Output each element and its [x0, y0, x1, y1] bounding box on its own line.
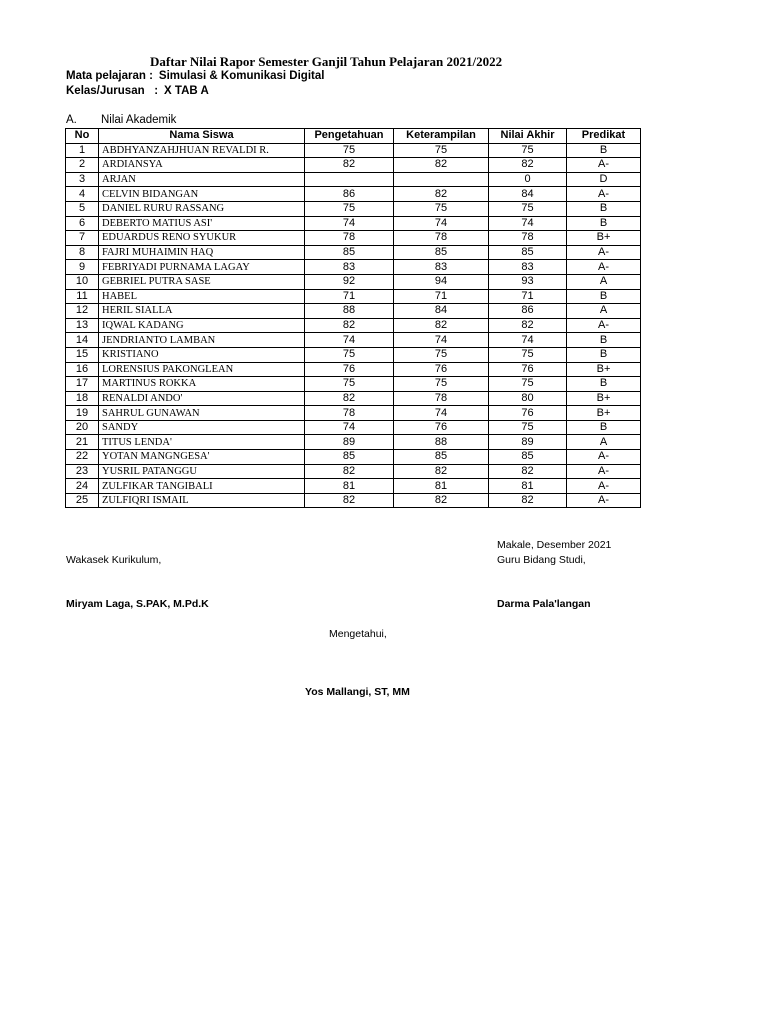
- cell-predicate: B: [567, 347, 641, 362]
- table-row: [66, 362, 641, 377]
- cell-predicate: D: [567, 172, 641, 187]
- table-row: [66, 216, 641, 231]
- cell-knowledge: 85: [305, 245, 394, 260]
- cell-final-score: 89: [489, 435, 567, 450]
- cell-knowledge: 75: [305, 347, 394, 362]
- cell-student-name: JENDRIANTO LAMBAN: [99, 333, 305, 348]
- cell-skills: 85: [394, 450, 489, 465]
- grades-table: [65, 128, 641, 508]
- cell-knowledge: 82: [305, 318, 394, 333]
- left-signer-name: Miryam Laga, S.PAK, M.Pd.K: [66, 598, 209, 610]
- cell-no: 12: [66, 304, 99, 319]
- cell-knowledge: 82: [305, 158, 394, 173]
- cell-final-score: 76: [489, 406, 567, 421]
- left-signer-role: Wakasek Kurikulum,: [66, 554, 162, 566]
- cell-final-score: 82: [489, 318, 567, 333]
- cell-skills: 82: [394, 464, 489, 479]
- cell-predicate: A-: [567, 450, 641, 465]
- table-row: [66, 201, 641, 216]
- document-title: Daftar Nilai Rapor Semester Ganjil Tahun Pelajaran 2021/2022: [150, 54, 503, 69]
- cell-no: 13: [66, 318, 99, 333]
- cell-skills: 82: [394, 318, 489, 333]
- cell-final-score: 86: [489, 304, 567, 319]
- cell-skills: 85: [394, 245, 489, 260]
- cell-student-name: YOTAN MANGNGESA': [99, 450, 305, 465]
- cell-no: 7: [66, 231, 99, 246]
- table-row: [66, 158, 641, 173]
- right-signer-role: Guru Bidang Studi,: [497, 554, 586, 566]
- cell-predicate: A-: [567, 260, 641, 275]
- cell-student-name: ARDIANSYA: [99, 158, 305, 173]
- cell-final-score: 80: [489, 391, 567, 406]
- table-row: [66, 318, 641, 333]
- cell-predicate: B+: [567, 391, 641, 406]
- cell-predicate: A-: [567, 245, 641, 260]
- cell-predicate: A-: [567, 318, 641, 333]
- table-row: [66, 493, 641, 508]
- cell-predicate: A-: [567, 158, 641, 173]
- cell-knowledge: 78: [305, 406, 394, 421]
- cell-predicate: B: [567, 420, 641, 435]
- cell-student-name: TITUS LENDA': [99, 435, 305, 450]
- cell-no: 22: [66, 450, 99, 465]
- cell-knowledge: 89: [305, 435, 394, 450]
- cell-student-name: ZULFIQRI ISMAIL: [99, 493, 305, 508]
- cell-skills: 75: [394, 347, 489, 362]
- table-row: [66, 377, 641, 392]
- column-header-no: No: [66, 129, 99, 144]
- class-value: X TAB A: [164, 85, 209, 97]
- table-row: [66, 391, 641, 406]
- cell-no: 23: [66, 464, 99, 479]
- cell-no: 24: [66, 479, 99, 494]
- cell-knowledge: 81: [305, 479, 394, 494]
- cell-no: 18: [66, 391, 99, 406]
- cell-predicate: A: [567, 274, 641, 289]
- cell-predicate: A: [567, 304, 641, 319]
- cell-knowledge: 88: [305, 304, 394, 319]
- cell-skills: 74: [394, 216, 489, 231]
- cell-knowledge: 86: [305, 187, 394, 202]
- cell-knowledge: 92: [305, 274, 394, 289]
- cell-final-score: 75: [489, 201, 567, 216]
- cell-student-name: CELVIN BIDANGAN: [99, 187, 305, 202]
- cell-final-score: 82: [489, 493, 567, 508]
- cell-knowledge: 82: [305, 493, 394, 508]
- cell-final-score: 75: [489, 143, 567, 158]
- cell-predicate: B: [567, 216, 641, 231]
- cell-no: 17: [66, 377, 99, 392]
- center-signer-role: Mengetahui,: [329, 628, 387, 640]
- cell-student-name: LORENSIUS PAKONGLEAN: [99, 362, 305, 377]
- section-heading: [66, 114, 176, 126]
- cell-predicate: B: [567, 143, 641, 158]
- cell-final-score: 93: [489, 274, 567, 289]
- cell-predicate: A-: [567, 464, 641, 479]
- cell-knowledge: [305, 172, 394, 187]
- column-header-name: Nama Siswa: [99, 129, 305, 144]
- right-signer-name: Darma Pala'langan: [497, 598, 591, 610]
- cell-student-name: EDUARDUS RENO SYUKUR: [99, 231, 305, 246]
- cell-skills: 74: [394, 333, 489, 348]
- table-row: [66, 187, 641, 202]
- cell-predicate: B: [567, 377, 641, 392]
- cell-student-name: KRISTIANO: [99, 347, 305, 362]
- table-row: [66, 435, 641, 450]
- cell-no: 14: [66, 333, 99, 348]
- cell-no: 6: [66, 216, 99, 231]
- cell-knowledge: 71: [305, 289, 394, 304]
- subject-label: Mata pelajaran :: [66, 70, 153, 82]
- cell-skills: 82: [394, 187, 489, 202]
- cell-no: 3: [66, 172, 99, 187]
- cell-predicate: A-: [567, 187, 641, 202]
- cell-no: 19: [66, 406, 99, 421]
- cell-student-name: SAHRUL GUNAWAN: [99, 406, 305, 421]
- cell-final-score: 75: [489, 347, 567, 362]
- cell-final-score: 85: [489, 245, 567, 260]
- cell-skills: [394, 172, 489, 187]
- cell-skills: 82: [394, 158, 489, 173]
- table-row: [66, 406, 641, 421]
- cell-knowledge: 82: [305, 464, 394, 479]
- cell-knowledge: 74: [305, 216, 394, 231]
- cell-knowledge: 82: [305, 391, 394, 406]
- cell-knowledge: 75: [305, 377, 394, 392]
- cell-student-name: RENALDI ANDO': [99, 391, 305, 406]
- cell-student-name: IQWAL KADANG: [99, 318, 305, 333]
- cell-final-score: 0: [489, 172, 567, 187]
- cell-student-name: HERIL SIALLA: [99, 304, 305, 319]
- cell-skills: 82: [394, 493, 489, 508]
- table-row: [66, 304, 641, 319]
- cell-skills: 78: [394, 391, 489, 406]
- table-row: [66, 274, 641, 289]
- place-date: Makale, Desember 2021: [497, 539, 612, 551]
- cell-skills: 81: [394, 479, 489, 494]
- cell-student-name: ZULFIKAR TANGIBALI: [99, 479, 305, 494]
- cell-no: 25: [66, 493, 99, 508]
- cell-skills: 76: [394, 420, 489, 435]
- table-row: [66, 231, 641, 246]
- cell-predicate: B: [567, 201, 641, 216]
- cell-skills: 75: [394, 377, 489, 392]
- cell-predicate: A-: [567, 493, 641, 508]
- cell-skills: 75: [394, 143, 489, 158]
- table-row: [66, 333, 641, 348]
- cell-skills: 78: [394, 231, 489, 246]
- subject-line: [66, 70, 324, 82]
- cell-final-score: 84: [489, 187, 567, 202]
- cell-student-name: FAJRI MUHAIMIN HAQ: [99, 245, 305, 260]
- cell-final-score: 71: [489, 289, 567, 304]
- table-row: [66, 347, 641, 362]
- cell-skills: 94: [394, 274, 489, 289]
- table-row: [66, 260, 641, 275]
- cell-predicate: A: [567, 435, 641, 450]
- cell-final-score: 85: [489, 450, 567, 465]
- cell-final-score: 75: [489, 420, 567, 435]
- cell-student-name: MARTINUS ROKKA: [99, 377, 305, 392]
- cell-no: 5: [66, 201, 99, 216]
- cell-no: 20: [66, 420, 99, 435]
- table-row: [66, 420, 641, 435]
- cell-final-score: 78: [489, 231, 567, 246]
- cell-final-score: 76: [489, 362, 567, 377]
- cell-final-score: 74: [489, 216, 567, 231]
- cell-student-name: SANDY: [99, 420, 305, 435]
- table-row: [66, 172, 641, 187]
- table-row: [66, 289, 641, 304]
- grades-table-body: [66, 143, 641, 508]
- cell-no: 10: [66, 274, 99, 289]
- cell-skills: 88: [394, 435, 489, 450]
- cell-student-name: DEBERTO MATIUS ASI': [99, 216, 305, 231]
- cell-no: 2: [66, 158, 99, 173]
- cell-knowledge: 85: [305, 450, 394, 465]
- class-line: [66, 85, 209, 97]
- cell-predicate: B+: [567, 362, 641, 377]
- cell-knowledge: 75: [305, 201, 394, 216]
- table-row: [66, 464, 641, 479]
- cell-predicate: B: [567, 289, 641, 304]
- center-signer-name: Yos Mallangi, ST, MM: [305, 686, 410, 698]
- cell-predicate: B: [567, 333, 641, 348]
- cell-student-name: YUSRIL PATANGGU: [99, 464, 305, 479]
- cell-no: 1: [66, 143, 99, 158]
- cell-predicate: B+: [567, 406, 641, 421]
- cell-student-name: DANIEL RURU RASSANG: [99, 201, 305, 216]
- cell-no: 4: [66, 187, 99, 202]
- cell-student-name: ABDHYANZAHJHUAN REVALDI R.: [99, 143, 305, 158]
- cell-no: 8: [66, 245, 99, 260]
- subject-value: Simulasi & Komunikasi Digital: [158, 70, 325, 82]
- cell-no: 16: [66, 362, 99, 377]
- table-row: [66, 245, 641, 260]
- column-header-knowledge: Pengetahuan: [305, 129, 394, 144]
- section-number: A.: [66, 114, 77, 126]
- table-row: [66, 479, 641, 494]
- cell-skills: 76: [394, 362, 489, 377]
- column-header-final-score: Nilai Akhir: [489, 129, 567, 144]
- cell-no: 21: [66, 435, 99, 450]
- cell-skills: 84: [394, 304, 489, 319]
- cell-predicate: B+: [567, 231, 641, 246]
- cell-knowledge: 78: [305, 231, 394, 246]
- cell-skills: 75: [394, 201, 489, 216]
- cell-final-score: 83: [489, 260, 567, 275]
- cell-student-name: ARJAN: [99, 172, 305, 187]
- column-header-skills: Keterampilan: [394, 129, 489, 144]
- class-label: Kelas/Jurusan :: [66, 85, 159, 97]
- table-row: [66, 450, 641, 465]
- cell-skills: 83: [394, 260, 489, 275]
- table-row: [66, 143, 641, 158]
- cell-skills: 71: [394, 289, 489, 304]
- cell-final-score: 82: [489, 158, 567, 173]
- section-label: Nilai Akademik: [101, 114, 177, 126]
- cell-no: 11: [66, 289, 99, 304]
- cell-no: 9: [66, 260, 99, 275]
- cell-student-name: FEBRIYADI PURNAMA LAGAY: [99, 260, 305, 275]
- cell-knowledge: 76: [305, 362, 394, 377]
- cell-final-score: 74: [489, 333, 567, 348]
- cell-knowledge: 74: [305, 333, 394, 348]
- cell-knowledge: 83: [305, 260, 394, 275]
- table-header-row: [66, 129, 641, 144]
- cell-student-name: HABEL: [99, 289, 305, 304]
- column-header-predicate: Predikat: [567, 129, 641, 144]
- cell-final-score: 81: [489, 479, 567, 494]
- cell-knowledge: 75: [305, 143, 394, 158]
- cell-no: 15: [66, 347, 99, 362]
- cell-predicate: A-: [567, 479, 641, 494]
- cell-final-score: 82: [489, 464, 567, 479]
- cell-skills: 74: [394, 406, 489, 421]
- cell-final-score: 75: [489, 377, 567, 392]
- cell-knowledge: 74: [305, 420, 394, 435]
- cell-student-name: GEBRIEL PUTRA SASE: [99, 274, 305, 289]
